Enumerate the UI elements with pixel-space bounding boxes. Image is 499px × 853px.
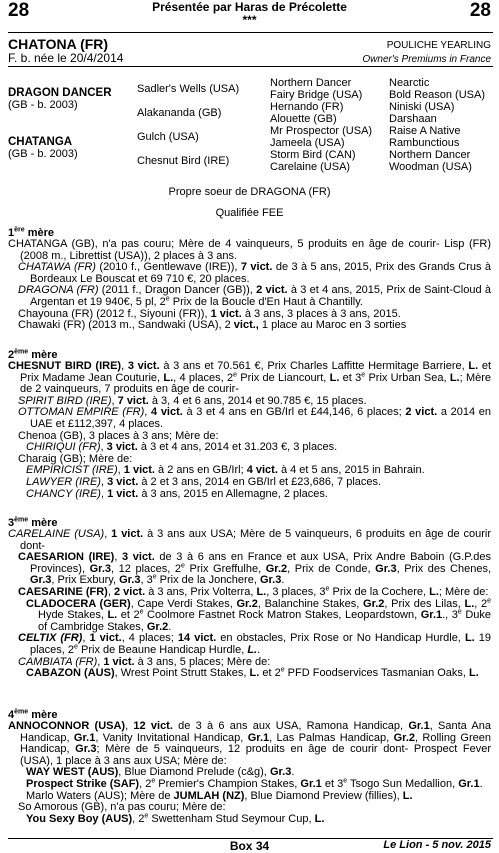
ggp-8: Carelaine (USA) bbox=[270, 161, 351, 173]
ggp-3: Hernando (FR) bbox=[270, 101, 344, 113]
gp-3: Gulch (USA) bbox=[137, 131, 199, 143]
section-2-body: CHESNUT BIRD (IRE), 3 vict. à 3 ans et 70.561 €, Prix Charles Laffitte Hermitage Barriere, L. et Prix Madame Jean Couturie, L., 4 places, 2e Prix de Liancourt, L. et 3e Prix Urban Sea, L.; Mère de 2 vainqueurs, 7 produits en âge de courir- SPIRIT BIRD (IRE), 7 vict. à 3, 4 et 6 ans, 2014 et 90.785 €, 15 places. OTTOMAN EMPIRE (FR), 4 vict. à 3 et 4 ans en GB/Irl et £44,146, 6 places; 2 vict. a 2014 en UAE et £112,397, 4 places. Chenoa (GB), 3 places à 3 ans; Mère de: CHIRIQUI (FR), 3 vict. à 3 et 4 ans, 2014 et 31.203 €, 3 places. Charaig (GB); Mère de: EMPIRICIST (IRE), 1 vict. à 2 ans en GB/Irl; 4 vict. à 4 et 5 ans, 2015 in Bahrain. LAWYER (IRE), 3 vict. à 2 et 3 ans, 2014 en GB/Irl et £23,686, 7 places. CHANCY (IRE), 1 vict. à 3 ans, 2015 en Allemagne, 2 places. bbox=[8, 360, 492, 500]
gggp-1: Nearctic bbox=[389, 77, 430, 89]
gggp-2: Bold Reason (USA) bbox=[389, 89, 485, 101]
gp-2: Alakananda (GB) bbox=[137, 107, 222, 119]
ggp-6: Jameela (USA) bbox=[270, 137, 345, 149]
lot-number-right: 28 bbox=[469, 0, 491, 21]
gp-1: Sadler's Wells (USA) bbox=[137, 83, 240, 95]
ggp-1: Northern Dancer bbox=[270, 77, 352, 89]
box-number: Box 34 bbox=[229, 839, 270, 853]
lot-number-left: 28 bbox=[8, 0, 30, 21]
section-4eme-mere: 4ème mère bbox=[8, 708, 58, 721]
footer-date: Le Lion - 5 nov. 2015 bbox=[383, 839, 491, 851]
section-1ere-mere: 1ère mère bbox=[8, 226, 54, 239]
horse-name: CHATONA (FR) bbox=[8, 36, 109, 52]
horse-description: F. b. née le 20/4/2014 bbox=[8, 51, 124, 65]
gggp-8: Woodman (USA) bbox=[389, 161, 472, 173]
gggp-5: Raise A Native bbox=[389, 125, 461, 137]
sire-info: (GB - b. 2003) bbox=[8, 99, 78, 111]
qualified-note: Qualifiée FEE bbox=[215, 207, 284, 219]
section-2eme-mere: 2ème mère bbox=[8, 348, 58, 361]
ggp-5: Mr Prospector (USA) bbox=[270, 125, 373, 137]
section-3eme-mere: 3ème mère bbox=[8, 516, 58, 529]
section-1-body: CHATANGA (GB), n'a pas couru; Mère de 4 vainqueurs, 5 produits en âge de courir- Lisp (FR) (2008 m., Librettist (USA)), 2 places à 3 ans. CHATAWA (FR) (2010 f., Gentlewave (IRE)), 7 vict. de 3 à 5 ans, 2015, Prix des Grands Crus à Bordeaux Le Bouscat et 69 710 €, 20 places. DRAGONA (FR) (2011 f., Dragon Dancer (GB)), 2 vict. à 3 et 4 ans, 2015, Prix de Saint-Cloud à Argentan et 19 940€, 5 pl, 2e Prix de la Boucle d'En Haut à Chantilly. Chayouna (FR) (2012 f., Siyouni (FR)), 1 vict. à 3 ans, 3 places à 3 ans, 2015. Chawaki (FR) (2013 m., Sandwaki (USA), 2 vict., 1 place au Maroc en 3 sorties bbox=[8, 238, 492, 332]
gp-4: Chesnut Bird (IRE) bbox=[137, 155, 230, 167]
gggp-3: Niniski (USA) bbox=[389, 101, 455, 113]
category: POULICHE YEARLING bbox=[386, 40, 491, 51]
consignor: Présentée par Haras de Précolette bbox=[152, 0, 347, 14]
top-rule bbox=[8, 32, 493, 33]
gggp-7: Northern Dancer bbox=[389, 149, 471, 161]
sister-note: Propre soeur de DRAGONA (FR) bbox=[168, 186, 331, 198]
section-4-body: ANNOCONNOR (USA), 12 vict. de 3 à 6 ans aux USA, Ramona Handicap, Gr.1, Santa Ana Handicap, Gr.1, Vanity Invitational Handicap, Gr.1, Las Palmas Handicap, Gr.2, Rolling Green Handicap, Gr.3; Mère de 5 vainqueurs, 12 produits en âge de courir dont- Prospect Fever (USA), 1 place à 3 ans aux USA; Mère de: WAY WEST (AUS), Blue Diamond Prelude (c&g), Gr.3. Prospect Strike (SAF), 2e Premier's Champion Stakes, Gr.1 et 3e Tsogo Sun Medallion, Gr.1. Marlo Waters (AUS); Mère de JUMLAH (NZ), Blue Diamond Preview (fillies), L. So Amorous (GB), n'a pas couru; Mère de: You Sexy Boy (AUS), 2e Swettenham Stud Seymour Cup, L. bbox=[8, 720, 491, 825]
dam-name: CHATANGA bbox=[8, 136, 73, 148]
section-3-body: CARELAINE (USA), 1 vict. à 3 ans aux USA; Mère de 5 vainqueurs, 6 produits en âge de courir dont- CAESARION (IRE), 3 vict. de 3 à 6 ans en France et aux USA, Prix Andre Baboin (G.P.des Provinces), Gr.3, 12 places, 2e Prix Greffulhe, Gr.2, Prix de Conde, Gr.3, Prix des Chenes, Gr.3, Prix Exbury, Gr.3, 3e Prix de la Jonchere, Gr.3. CAESARINE (FR), 2 vict. à 3 ans, Prix Volterra, L., 3 places, 3e Prix de la Cochere, L.; Mère de: CLADOCERA (GER), Cape Verdi Stakes, Gr.2, Balanchine Stakes, Gr.2, Prix des Lilas, L., 2e Hyde Stakes, L. et 2e Coolmore Fastnet Rock Matron Stakes, Leopardstown, Gr.1., 3e Duke of Cambridge Stakes, Gr.2. CELTIX (FR), 1 vict., 4 places; 14 vict. en obstacles, Prix Rose or No Handicap Hurdle, L. 19 places, 2e Prix de Beaune Handicap Hurdle, L.. CAMBIATA (FR), 1 vict. à 3 ans, 5 places; Mère de: CABAZON (AUS), Wrest Point Strutt Stakes, L. et 2e PFD Foodservices Tasmanian Oaks, L. bbox=[8, 528, 492, 680]
ggp-2: Fairy Bridge (USA) bbox=[270, 89, 363, 101]
gggp-4: Darshaan bbox=[389, 113, 437, 125]
ggp-4: Alouette (GB) bbox=[270, 113, 337, 125]
ggp-7: Storm Bird (CAN) bbox=[270, 149, 356, 161]
sire-name: DRAGON DANCER bbox=[8, 87, 112, 99]
gggp-6: Rambunctious bbox=[389, 137, 460, 149]
dam-info: (GB - b. 2003) bbox=[8, 148, 78, 160]
premiums: Owner's Premiums in France bbox=[362, 54, 491, 65]
stars: *** bbox=[242, 13, 257, 27]
pedigree-rule bbox=[8, 66, 493, 67]
